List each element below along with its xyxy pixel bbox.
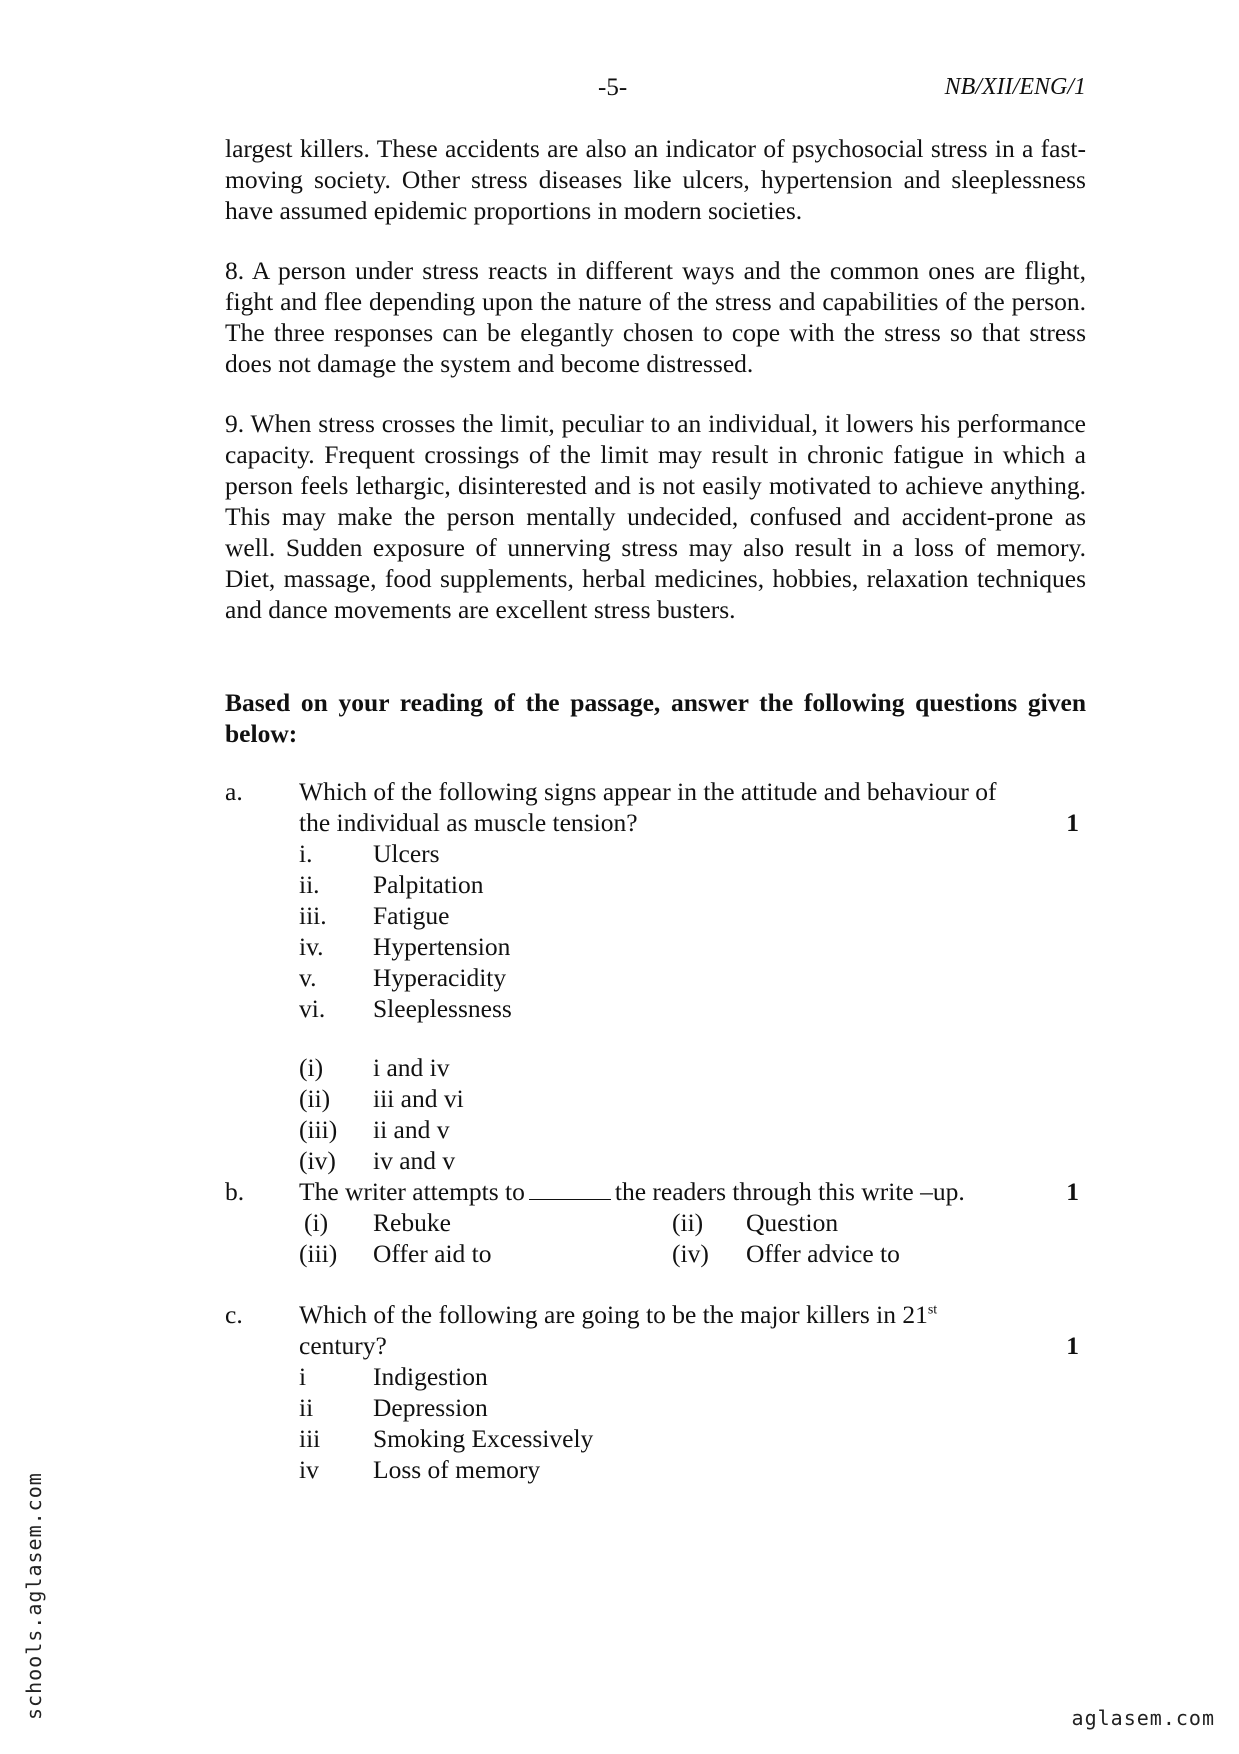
question-text: Which of the following signs appear in the attitude and behaviour of the individual as muscle tension? [299,777,997,837]
exam-code: NB/XII/ENG/1 [944,74,1086,100]
list-item [299,962,999,993]
option-number: (iv) [299,1146,336,1175]
answer-option [672,1238,972,1269]
option-text: Offer advice to [746,1239,900,1268]
item-number: iii [299,1424,321,1453]
item-number: i [299,1362,307,1391]
option-number: (iii) [299,1239,338,1268]
list-item [299,838,999,869]
marks: 1 [1066,1177,1079,1206]
watermark-right: aglasem.com [1071,1706,1215,1730]
instruction: Based on your reading of the passage, answer the following questions given below: [225,688,1086,748]
item-text: Sleeplessness [373,994,512,1023]
item-text: Hypertension [373,932,511,961]
option-text: iii and vi [373,1084,464,1113]
list-item [299,900,999,931]
paragraph: largest killers. These accidents are also an indicator of psychosocial stress in a fast-moving society. Other stress diseases like ulcers, hypertension and sleeplessness have assumed epidemic proportions in modern societies. [225,134,1086,225]
list-item [299,1454,999,1485]
item-text: Hyperacidity [373,963,507,992]
option-text: Offer aid to [373,1239,492,1268]
answer-option [672,1207,972,1238]
list-item [299,1361,999,1392]
watermark-left: schools.aglasem.com [22,1472,46,1720]
item-number: ii [299,1393,314,1422]
question-label: a. [225,777,243,806]
answer-option [304,1207,604,1238]
question-text [299,1299,1011,1361]
option-text: Rebuke [373,1208,451,1237]
question-label: b. [225,1177,245,1206]
question-text-after: the readers through this write –up. [614,1177,965,1206]
list-item [299,993,999,1024]
superscript: st [927,1302,938,1318]
item-text: Indigestion [373,1362,488,1391]
list-item [299,1423,999,1454]
item-number: v. [299,963,317,992]
item-number: vi. [299,994,326,1023]
paragraph: 8. A person under stress reacts in different ways and the common ones are flight, fight and flee depending upon the nature of the stress and capabilities of the person. The three responses can be elegantly chosen to cope with the stress so that stress does not damage the system and become distressed. [225,256,1086,378]
page-number: -5- [598,74,628,101]
item-text: Palpitation [373,870,484,899]
item-text: Depression [373,1393,488,1422]
question-text-line2: century? [299,1331,387,1360]
question-text-before: The writer attempts to [299,1177,525,1206]
item-text: Fatigue [373,901,450,930]
passage [225,133,1086,654]
item-text: Ulcers [373,839,440,868]
paragraph: 9. When stress crosses the limit, peculiar to an individual, it lowers his performance capacity. Frequent crossings of the limit may result in chronic fatigue in which a person feels lethargic, disinterested and is not easily motivated to achieve anything. This may make the person mentally undecided, confused and accident-prone as well. Sudden exposure of unnerving stress may also result in a loss of memory. Diet, massage, food supplements, herbal medicines, hobbies, relaxation techniques and dance movements are excellent stress busters. [225,409,1086,624]
item-number: iii. [299,901,327,930]
answer-option [299,1114,999,1145]
option-number: (iii) [299,1115,338,1144]
question-label: c. [225,1300,243,1329]
answer-option [299,1052,999,1083]
option-number: (ii) [299,1084,331,1113]
fill-in-blank [529,1179,611,1200]
option-text: Question [746,1208,839,1237]
item-text: Loss of memory [373,1455,541,1484]
answer-option [299,1238,599,1269]
answer-option [299,1145,999,1176]
option-text: i and iv [373,1053,450,1082]
item-number: i. [299,839,313,868]
marks: 1 [1066,808,1079,837]
option-number: (ii) [672,1208,704,1237]
option-text: ii and v [373,1115,450,1144]
list-item [299,869,999,900]
option-text: iv and v [373,1146,456,1175]
item-number: ii. [299,870,320,899]
item-text: Smoking Excessively [373,1424,594,1453]
marks: 1 [1066,1331,1079,1360]
item-number: iv [299,1455,319,1484]
option-number: (iv) [672,1239,709,1268]
item-number: iv. [299,932,324,961]
list-item [299,1392,999,1423]
list-item [299,931,999,962]
option-number: (i) [304,1208,329,1237]
question-text-line1: Which of the following are going to be the major killers in 21 [299,1300,928,1329]
answer-option [299,1083,999,1114]
option-number: (i) [299,1053,324,1082]
question-text [299,1176,1011,1207]
